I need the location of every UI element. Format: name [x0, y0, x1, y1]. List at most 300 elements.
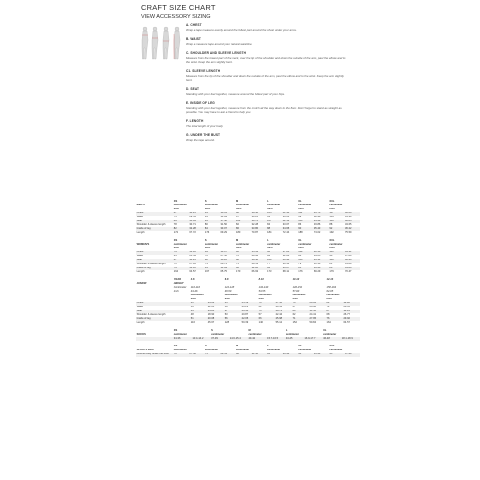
size-header: XS	[173, 239, 178, 242]
cell-cm: 93	[267, 215, 271, 219]
size-header: XL	[298, 344, 302, 348]
cell-cm: 111	[298, 212, 314, 216]
cell-in: 42.13	[282, 220, 298, 224]
cell-in: 41.34	[344, 215, 352, 219]
cell-cm: 88	[267, 227, 283, 231]
women-size-table	[136, 239, 360, 274]
size-header: M	[236, 239, 239, 242]
unit-cm: centimeter	[190, 293, 204, 297]
definition-inside-leg	[186, 101, 346, 115]
cell-cm: 48	[190, 313, 194, 316]
cell-in: 72.44	[282, 231, 290, 234]
junior-height-cm: 122-128	[224, 286, 235, 289]
cell-cm: 77	[267, 262, 271, 266]
row-label: Shoulder & sleeve length	[136, 223, 166, 226]
cell-cm: 73	[204, 262, 208, 266]
cell-in: 29.53	[189, 215, 196, 219]
unit-in: inch	[329, 246, 335, 250]
cell-in: 30.71	[189, 223, 196, 226]
cell-cm: 81	[204, 267, 220, 271]
cell-cm: 87	[173, 259, 189, 263]
men-size-table	[136, 200, 360, 235]
cell-in: 34.65	[313, 254, 321, 258]
cell-cm: 96	[329, 254, 333, 258]
category-label: WOMEN'S	[136, 243, 150, 246]
junior-height-cm: 146-152	[292, 286, 303, 289]
cell-cm: 98	[235, 259, 251, 263]
definition-text: Wrap a tape measure evenly around the fullest part around the chest under your arms.	[186, 28, 297, 32]
unit-cm: centimeter	[298, 243, 312, 246]
height-label: HEIGHT	[173, 282, 184, 285]
unit-cm: centimeter	[323, 333, 337, 336]
bra-cm: 70	[173, 353, 189, 357]
cell-cm: 96	[267, 251, 283, 255]
row-label: Seat	[136, 220, 173, 224]
junior-year: 4-6	[190, 278, 195, 281]
definition-title: F. LENGTH	[186, 119, 204, 124]
row-label: Seat	[136, 310, 173, 314]
cell-cm: 84	[267, 223, 271, 226]
unit-cm: centimeter	[173, 333, 187, 336]
cell-in: 37.80	[282, 251, 298, 255]
category-label: SPORTS BRA	[136, 348, 154, 352]
cell-cm: 102	[298, 251, 314, 255]
cell-cm: 88	[329, 223, 333, 226]
cell-cm: 78	[173, 223, 177, 226]
cell-cm: 81	[204, 215, 208, 219]
cell-in: 31.10	[313, 262, 321, 266]
definition-length	[186, 119, 346, 129]
cell-in: 24.41	[309, 313, 317, 316]
cell-cm: 99	[298, 215, 302, 219]
unit-cm: centimeter	[298, 203, 312, 207]
unit-cm: centimeter	[248, 333, 262, 336]
cell-cm: 88	[298, 254, 302, 258]
cell-cm: 87	[326, 310, 343, 314]
row-label: Waist	[136, 254, 143, 258]
cell-in: 31.89	[220, 215, 227, 219]
cell-in: 32.28	[251, 223, 259, 226]
socks-in: 18.1-18.9	[341, 337, 360, 341]
cell-in: 24.02	[207, 302, 224, 306]
unit-in: inch	[236, 246, 242, 250]
cell-in: 64.57	[343, 321, 350, 324]
cell-cm: 86	[329, 267, 345, 271]
cell-in: 38.58	[251, 259, 267, 263]
cell-cm: 140	[258, 321, 263, 324]
cell-in: 25.98	[275, 317, 292, 321]
cell-in: 26.77	[343, 313, 350, 316]
cell-in: 55.12	[275, 321, 283, 324]
category-label: JUNIOR	[136, 282, 147, 285]
unit-cm: centimeter	[173, 203, 187, 207]
size-header: XL	[298, 239, 302, 242]
cell-cm: 65	[224, 302, 241, 306]
cell-cm: 70	[258, 302, 275, 306]
cell-cm: 90	[298, 227, 314, 231]
cell-cm: 79	[173, 267, 189, 271]
definition-text: Wrap a measure tape around your natural waistline.	[186, 42, 253, 47]
unit-in: inch	[204, 246, 211, 250]
cell-in: 29.53	[251, 262, 259, 266]
cell-in: 33.07	[220, 227, 236, 231]
cell-in: 66.93	[251, 270, 259, 273]
row-label: Chest	[136, 251, 173, 255]
cell-cm: 116	[190, 321, 195, 324]
unit-cm: centimeter	[236, 203, 250, 207]
bra-in: 27.56	[189, 353, 205, 357]
cell-cm: 105	[329, 215, 334, 219]
definition-text: Wrap the tape around.	[186, 138, 215, 143]
size-header: L	[267, 239, 269, 242]
bra-cm: 80	[235, 353, 251, 357]
category-label: MEN'S	[136, 203, 145, 207]
unit-in: inch	[258, 297, 264, 301]
row-label: Inside of leg	[136, 267, 173, 271]
size-header: XS	[173, 329, 178, 332]
cell-in: 36.61	[220, 212, 236, 216]
cell-in: 31.10	[189, 267, 205, 271]
junior-height-in: 62-65	[326, 290, 334, 293]
cell-in: 32.28	[282, 254, 290, 258]
cell-cm: 104	[267, 259, 283, 263]
bra-in: 35.43	[313, 353, 329, 357]
cm-label: Centimeter	[173, 286, 187, 289]
cell-cm: 82	[326, 302, 343, 306]
unit-cm: centimeter	[204, 243, 219, 246]
socks-cm: 46-48	[323, 337, 342, 341]
cell-cm: 84	[204, 251, 220, 255]
junior-rows	[136, 302, 360, 325]
cell-in: 31.89	[344, 262, 352, 266]
definition-title: E. INSIDE OF LEG	[186, 101, 215, 106]
row-label: Inside of leg	[136, 227, 173, 231]
cell-cm: 176	[298, 270, 303, 273]
cell-in: 22.05	[241, 317, 258, 321]
row-label: Around body under the bust	[136, 353, 173, 357]
cell-cm: 73	[258, 310, 275, 314]
size-header: XL	[323, 329, 327, 332]
size-header: XL	[298, 200, 302, 203]
cell-in: 22.44	[275, 313, 283, 316]
unit-in: inch	[326, 297, 332, 301]
junior-year: 6-8	[224, 278, 229, 281]
size-header: S	[204, 344, 207, 348]
unit-cm: centimeter	[211, 333, 225, 336]
unit-cm: centimeter	[173, 348, 187, 352]
cell-in: 33.07	[220, 251, 236, 255]
size-header: L	[267, 344, 269, 348]
cell-in: 32.28	[343, 302, 360, 306]
definition-title: D. SEAT	[186, 87, 200, 92]
junior-year: 12-14	[326, 278, 334, 281]
size-header: XS	[173, 344, 178, 348]
cell-in: 34.25	[189, 259, 205, 263]
cell-in: 20.87	[241, 313, 249, 316]
cell-cm: 85	[298, 267, 314, 271]
socks-cm: 34-36	[173, 337, 192, 341]
cell-cm: 66	[258, 317, 275, 321]
size-header: XXL	[329, 239, 335, 242]
cell-in: 26.38	[241, 310, 258, 314]
cell-in: 65.75	[220, 270, 227, 273]
table-row	[136, 270, 360, 274]
unit-in: inch	[292, 297, 298, 301]
cell-cm: 101	[235, 220, 251, 224]
cell-cm: 76	[292, 302, 309, 306]
unit-cm: centimeter	[285, 333, 299, 336]
cell-cm: 107	[267, 220, 283, 224]
cell-in: 32.28	[251, 267, 267, 271]
cell-in: 20.08	[207, 317, 224, 321]
bra-in: 37.40	[344, 353, 360, 357]
unit-cm: centimeter	[298, 348, 312, 352]
cell-in: 29.92	[251, 254, 259, 258]
row-label: Shoulder & sleeve length	[136, 262, 166, 266]
cell-cm: 105	[267, 212, 283, 216]
cell-cm: 119	[329, 220, 345, 224]
cell-cm: 63	[190, 310, 207, 314]
cell-in: 29.92	[309, 302, 326, 306]
cell-cm: 51	[190, 317, 207, 321]
cell-in: 28.35	[343, 305, 350, 309]
cell-cm: 71	[292, 317, 309, 321]
cell-in: 28.74	[220, 262, 227, 266]
cell-cm: 67	[224, 310, 241, 314]
cell-in: 27.95	[189, 262, 196, 266]
junior-height-cm: 158-164	[326, 286, 337, 289]
cell-in: 27.56	[220, 254, 227, 258]
cell-cm: 81	[329, 262, 333, 266]
unit-cm: centimeter	[326, 293, 340, 297]
size-header: L	[285, 329, 288, 332]
cell-cm: 86	[298, 223, 302, 226]
cell-cm: 87	[173, 212, 189, 216]
cell-in: 34.25	[343, 310, 360, 314]
cell-in: 24.80	[207, 310, 224, 314]
page-title: CRAFT SIZE CHART	[141, 3, 216, 12]
junior-height-cm: 110-116	[190, 286, 200, 289]
definition-text: Measure from the lowest part of the neck, over the tip of the shoulder and down the outside of the arm, past the elbow and to the wrist. Keep the arm slightly bent.	[186, 56, 346, 65]
definition-title: B. WAIST	[186, 37, 201, 42]
cell-cm: 167	[204, 270, 210, 273]
cell-in: 33.46	[313, 267, 329, 271]
cell-cm: 113	[298, 220, 314, 224]
junior-height-cm: 134-140	[258, 286, 269, 289]
definition-title: A. CHEST	[186, 23, 202, 27]
bra-in: 31.50	[251, 353, 267, 357]
cell-in: 43.31	[344, 251, 360, 255]
cell-in: 34.25	[251, 215, 259, 219]
definition-shoulder-sleeve	[186, 51, 346, 65]
cell-cm: 172	[173, 231, 179, 234]
unit-cm: centimeter	[236, 348, 250, 352]
socks-in: 15.7-16.5	[267, 337, 286, 341]
socks-size-table	[136, 329, 360, 341]
cell-in: 70.87	[251, 231, 259, 234]
junior-height-in: 53-55	[258, 290, 266, 293]
year-label: YEAR	[173, 278, 181, 281]
cell-cm: 95	[204, 220, 220, 224]
cell-cm: 90	[235, 251, 251, 255]
socks-cm: 37-39	[211, 337, 230, 341]
cell-in: 44.49	[313, 220, 329, 224]
cell-cm: 56	[190, 305, 194, 309]
size-header: XXL	[329, 344, 335, 348]
cell-in: 34.25	[189, 212, 205, 216]
unit-cm: centimeter	[204, 203, 219, 207]
definition-seat	[186, 87, 346, 97]
cell-in: 46.46	[344, 259, 360, 263]
cell-in: 28.74	[275, 310, 292, 314]
cell-in: 33.86	[313, 223, 321, 226]
cell-in: 25.59	[189, 254, 196, 258]
cell-cm: 79	[173, 251, 189, 255]
cell-cm: 98	[235, 212, 251, 216]
cell-in: 37.40	[220, 220, 236, 224]
cell-cm: 184	[267, 231, 272, 234]
row-label: Chest	[136, 212, 173, 216]
socks-cm: 40-42	[248, 337, 267, 341]
row-label: Length	[136, 321, 145, 324]
cell-cm: 65	[173, 254, 177, 258]
cell-cm: 71	[173, 262, 177, 266]
junior-height-in: 43-46	[190, 290, 198, 293]
cell-in: 75.59	[344, 231, 352, 234]
size-header: M	[236, 200, 239, 203]
junior-year: 8-10	[258, 278, 264, 281]
cell-in: 32.28	[189, 227, 205, 231]
cell-cm: 180	[236, 231, 241, 234]
cell-cm: 82	[173, 227, 189, 231]
cell-in: 43.31	[313, 259, 329, 263]
unit-cm: centimeter	[329, 203, 343, 207]
unit-cm: centimeter	[329, 243, 343, 246]
unit-in: inch	[329, 207, 335, 211]
definition-under-bust	[186, 133, 346, 143]
row-label: Waist	[136, 305, 143, 309]
socks-in: 13.4-14.2	[192, 337, 211, 341]
unit-cm: centimeter	[267, 243, 281, 246]
size-header: L	[267, 200, 269, 203]
junior-year: 10-12	[292, 278, 300, 281]
cell-in: 35.04	[189, 220, 205, 224]
junior-height-in: 48-50	[224, 290, 232, 293]
cell-in: 69.29	[220, 231, 227, 234]
cell-cm: 84	[204, 227, 220, 231]
unit-in: inch	[236, 207, 242, 211]
cell-in: 34.65	[344, 223, 352, 226]
cell-in: 46.06	[344, 212, 360, 216]
cell-cm: 75	[173, 215, 177, 219]
socks-in: 16.9-17.7	[304, 337, 323, 341]
row-label: Length	[136, 270, 145, 273]
women-rows	[136, 251, 360, 274]
cell-cm: 173	[267, 270, 272, 273]
cell-cm: 56	[224, 317, 241, 321]
cell-in: 35.43	[313, 227, 329, 231]
cell-in: 31.50	[309, 310, 326, 314]
size-header: M	[236, 344, 239, 348]
cell-cm: 82	[236, 223, 239, 226]
cell-in: 38.58	[251, 212, 267, 216]
size-header: S	[204, 239, 207, 242]
cell-in: 30.31	[282, 262, 290, 266]
cell-in: 41.34	[282, 212, 298, 216]
definition-text: The total length of your body.	[186, 124, 224, 129]
unit-cm: centimeter	[329, 348, 343, 352]
size-header: M	[248, 329, 251, 332]
row-label: Shoulder & sleeve length	[136, 313, 166, 316]
definition-title: C. SHOULDER AND SLEEVE LENGTH	[186, 51, 246, 56]
cell-cm: 179	[329, 270, 334, 273]
cell-cm: 59	[224, 305, 228, 309]
cell-cm: 192	[329, 231, 334, 234]
definition-text: Standing with your feet together, measure around the fullest part of your hips.	[186, 92, 285, 97]
cell-cm: 92	[329, 227, 345, 231]
unit-in: inch	[204, 207, 211, 211]
bra-cm: 90	[298, 353, 314, 357]
size-header: S	[204, 200, 207, 203]
unit-in: inch	[298, 207, 304, 211]
unit-in: inch	[267, 207, 273, 211]
cell-in: 33.07	[282, 223, 290, 226]
cell-in: 25.59	[241, 302, 258, 306]
measurement-definitions	[186, 23, 346, 147]
junior-height-in: 57-60	[292, 290, 300, 293]
cell-cm: 76	[236, 254, 239, 258]
socks-in: 14.6-15.4	[229, 337, 248, 341]
cell-cm: 67	[292, 305, 296, 309]
size-header: XS	[173, 200, 178, 203]
row-label: Inside of leg	[136, 317, 173, 321]
socks-cm: 43-45	[285, 337, 304, 341]
row-label: Seat	[136, 259, 173, 263]
cell-cm: 82	[267, 254, 271, 258]
unit-cm: centimeter	[258, 293, 272, 297]
accessory-sizing-link[interactable]: VIEW ACCESSORY SIZING	[141, 14, 211, 20]
definition-sleeve-length	[186, 69, 346, 83]
definition-title: G. UNDER THE BUST	[186, 133, 221, 138]
cell-cm: 170	[236, 270, 241, 273]
cell-cm: 82	[235, 267, 251, 271]
cell-in: 27.56	[275, 302, 292, 306]
cell-in: 39.76	[251, 220, 267, 224]
cell-in: 74.02	[313, 231, 321, 234]
unit-in: inch	[173, 246, 180, 250]
cell-cm: 164	[173, 270, 179, 273]
cell-in: 36.22	[220, 259, 236, 263]
cell-in: 23.23	[241, 305, 249, 309]
cell-cm: 76	[326, 317, 343, 321]
definition-waist	[186, 37, 346, 47]
cell-cm: 72	[326, 305, 330, 309]
bra-cm: 85	[267, 353, 283, 357]
cell-cm: 176	[204, 231, 210, 234]
junior-size-table	[136, 278, 360, 325]
size-header: XXL	[329, 200, 335, 203]
cell-in: 36.61	[282, 215, 290, 219]
cell-cm: 152	[292, 321, 297, 324]
cell-cm: 70	[204, 254, 208, 258]
cell-in: 29.92	[343, 317, 360, 321]
cell-cm: 128	[224, 321, 230, 324]
cell-in: 31.89	[220, 267, 236, 271]
row-label: Chest	[136, 302, 173, 306]
cell-cm: 79	[298, 262, 302, 266]
cell-in: 59.84	[309, 321, 317, 324]
cell-cm: 118	[329, 259, 345, 263]
